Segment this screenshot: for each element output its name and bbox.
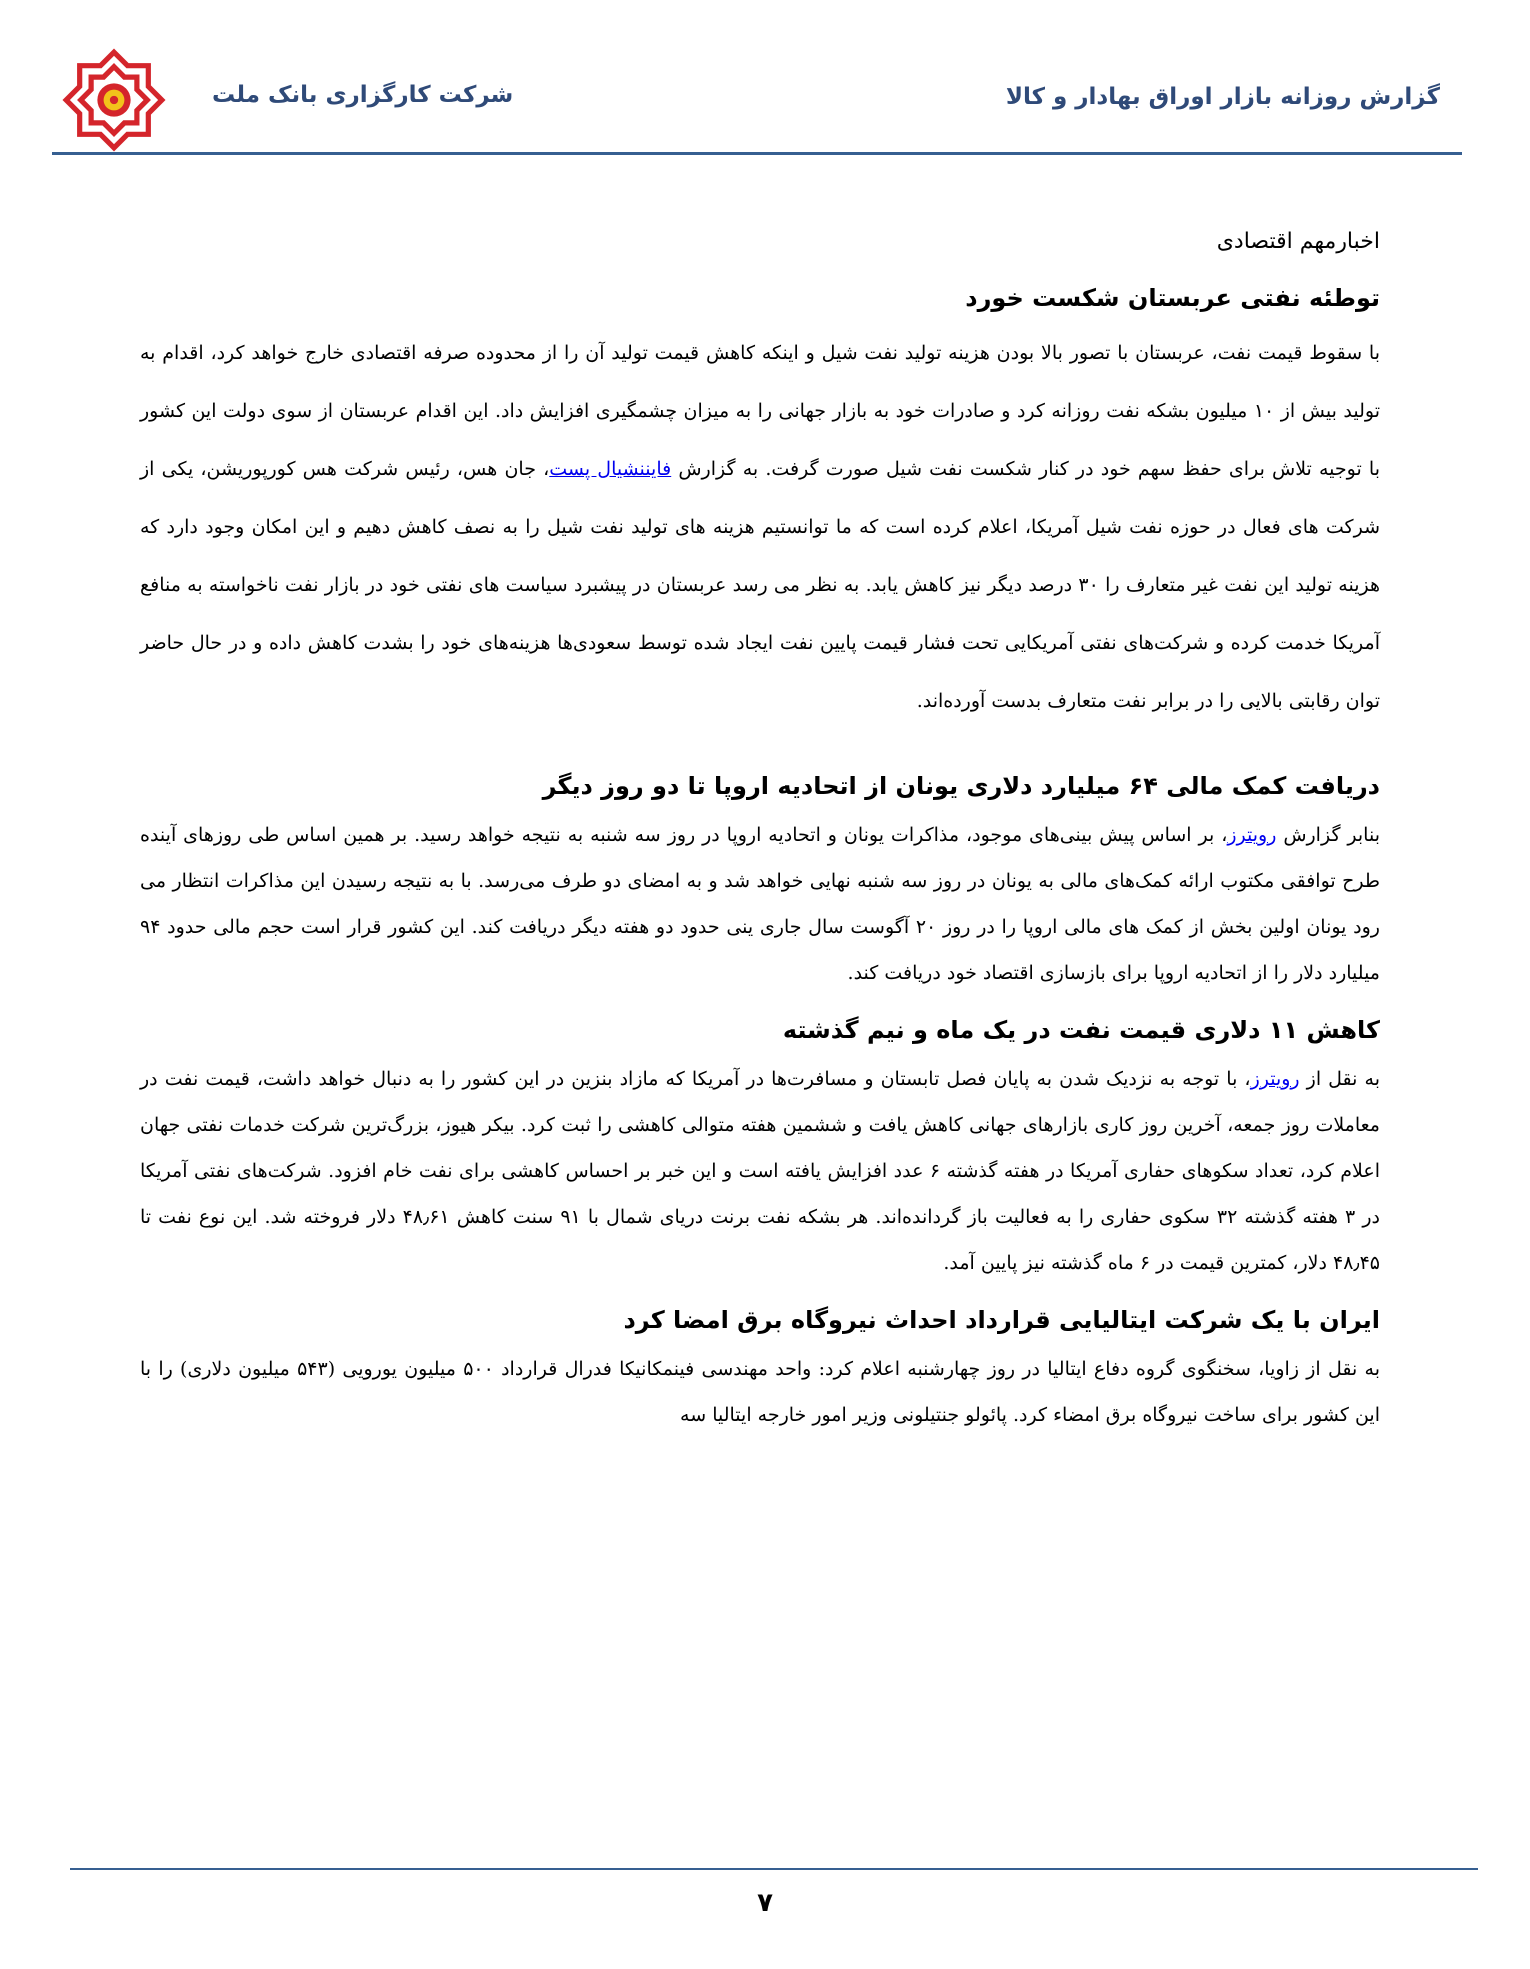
article-1-body (140, 324, 1380, 730)
article-2-source-link[interactable]: رویترز (1227, 824, 1277, 846)
article-3-text-a: به نقل از (1306, 1068, 1380, 1090)
article-3-text-b: ، با توجه به نزدیک شدن به پایان فصل تابستان و مسافرت‌ها در آمریکا که مازاد بنزین در این کشور را به دنبال خواهد داشت، قیمت نفت در معاملات روز جمعه، آخرین روز کاری بازارهای جهانی کاهش یافت و ششمین هفته متوالی کاهشی را ثبت کرد. بیکر هیوز، بزرگ‌ترین شرکت خدمات نفتی جهان اعلام کرد، تعداد سکوهای حفاری آمریکا در هفته گذشته ۶ عدد افزایش یافته است و این خبر بر احساس کاهشی برای نفت خام افزود. شرکت‌های نفتی آمریکا در ۳ هفته گذشته ۳۲ سکوی حفاری را به فعالیت باز گردانده‌اند. هر بشکه نفت برنت دریای شمال با ۹۱ سنت کاهش ۴۸٫۶۱ دلار فروخته شد. این نوع نفت تا ۴۸٫۴۵ دلار، کمترین قیمت در ۶ ماه گذشته نیز پایین آمد. (140, 1068, 1381, 1274)
page-content (140, 222, 1380, 1438)
mellat-bank-logo (62, 48, 166, 152)
article-2-text-b: ، بر اساس پیش بینی‌های موجود، مذاکرات یونان و اتحادیه اروپا در روز سه شنبه به نتیجه خواهد رسید. بر همین اساس طی روزهای آینده طرح توافقی مکتوب ارائه کمک‌های مالی به یونان در روز سه شنبه نهایی خواهد شد و به امضای دو طرف می‌رسد. با به نتیجه رسیدن این مذاکرات انتظار می رود یونان اولین بخش از کمک های مالی اروپا را در روز ۲۰ آگوست سال جاری ینی حدود دو هفته دیگر دریافت کند. این کشور قرار است حجم مالی حدود ۹۴ میلیارد دلار را از اتحادیه اروپا برای بازسازی اقتصاد خود دریافت کند. (140, 824, 1380, 984)
article-3-source-link[interactable]: رویترز (1250, 1068, 1300, 1090)
article-2-title: دریافت کمک مالی ۶۴ میلیارد دلاری یونان از اتحادیه اروپا تا دو روز دیگر (542, 772, 1380, 800)
article-2-text-a: بنابر گزارش (1283, 824, 1380, 846)
article-2-body (140, 812, 1380, 996)
company-name: شرکت کارگزاری بانک ملت (212, 82, 514, 108)
article-1-text-b: ، جان هس، رئیس شرکت هس کورپوریشن، یکی از شرکت های فعال در حوزه نفت شیل آمریکا، اعلام کرده است که ما توانستیم هزینه های تولید نفت شیل را به نصف کاهش دهیم و این امکان وجود دارد که هزینه تولید این نفت غیر متعارف را ۳۰ درصد دیگر نیز کاهش یابد. به نظر می رسد عربستان در پیشبرد سیاست های نفتی خود در بازار نفت ناخواسته به منافع آمریکا خدمت کرده و شرکت‌های نفتی آمریکایی تحت فشار قیمت پایین نفت ایجاد شده توسط سعودی‌ها هزینه‌های خود را بشدت کاهش داده و در حال حاضر توان رقابتی بالایی را در برابر نفت متعارف بدست آورده‌اند. (140, 458, 1380, 712)
article-4-body: به نقل از زاویا، سخنگوی گروه دفاع ایتالیا در روز چهارشنبه اعلام کرد: واحد مهندسی فینمکانیکا فدرال قرارداد ۵۰۰ میلیون یورویی (۵۴۳ میلیون دلاری) را با این کشور برای ساخت نیروگاه برق امضاء کرد. پائولو جنتیلونی وزیر امور خارجه ایتالیا سه (140, 1358, 1381, 1426)
article-3-body (140, 1056, 1380, 1286)
article-4-title: ایران با یک شرکت ایتالیایی قرارداد احداث نیروگاه برق امضا کرد (623, 1306, 1380, 1334)
article-1-title: توطئه نفتی عربستان شکست خورد (965, 284, 1380, 312)
article-1-source-link[interactable]: فایننشیال پست (549, 458, 672, 480)
article-1-text-a: با سقوط قیمت نفت، عربستان با تصور بالا بودن هزینه تولید نفت شیل و اینکه کاهش قیمت تولید آن را از محدوده صرفه اقتصادی خارج خواهد کرد، اقدام به تولید بیش از ۱۰ میلیون بشکه نفت روزانه کرد و صادرات خود به بازار جهانی را به میزان چشمگیری افزایش داد. این اقدام عربستان از سوی دولت این کشور با توجیه تلاش برای حفظ سهم خود در کنار شکست نفت شیل صورت گرفت. به گزارش (140, 342, 1380, 480)
report-title: گزارش روزانه بازار اوراق بهادار و کالا (1005, 84, 1440, 110)
article-3-title: کاهش ۱۱ دلاری قیمت نفت در یک ماه و نیم گذشته (782, 1016, 1380, 1044)
header-divider (52, 152, 1462, 155)
section-label: اخبارمهم اقتصادی (1216, 229, 1380, 254)
footer-divider (70, 1868, 1478, 1870)
page-number: ۷ (757, 1888, 773, 1918)
